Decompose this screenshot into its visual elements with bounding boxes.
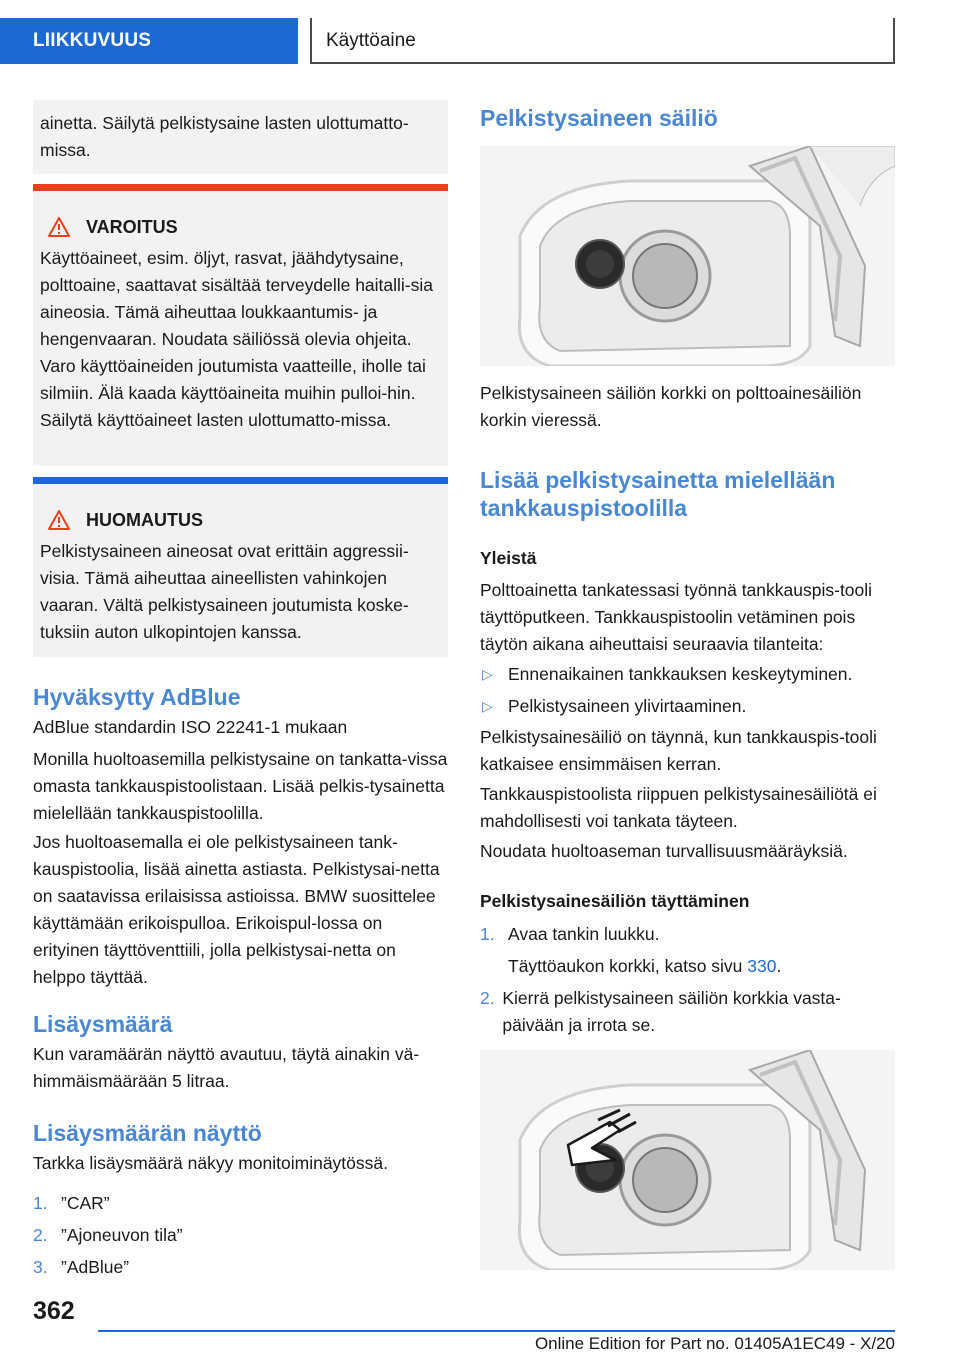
warning-triangle-icon	[48, 217, 70, 237]
step-number: 3.	[33, 1257, 48, 1277]
tank-heading: Pelkistysaineen säiliö	[480, 105, 718, 131]
list-item	[480, 921, 895, 948]
notice-title: HUOMAUTUS	[86, 509, 203, 530]
triangle-bullet-icon: ▷	[482, 666, 493, 682]
approved-p3: Jos huoltoasemalla ei ole pelkistysaineen tank‐kauspistoolia, lisää ainetta astiasta. Pelkistysai‐netta on saatavissa erilaisissa astioissa. BMW suosittelee käyttämään erikoispulloa. Erikoispul‐lossa on erityinen täyttöventtiili, jolla pelkistysai‐netta on helppo täyttää.	[33, 832, 440, 987]
edition-text: Online Edition for Part no. 01405A1EC49 - X/20	[534, 1334, 895, 1353]
list-item	[33, 1190, 448, 1217]
full-note: Pelkistysainesäiliö on täynnä, kun tankkauspis‐tooli katkaisee ensimmäisen kerran.	[480, 727, 877, 774]
warning-bar	[33, 184, 448, 191]
amount-text: Kun varamäärän näyttö avautuu, täytä ainakin vä‐himmäismäärään 5 litraa.	[33, 1044, 420, 1091]
continued-note-box	[33, 100, 448, 174]
list-item	[33, 1254, 448, 1281]
triangle-bullet-icon: ▷	[482, 698, 493, 714]
page-number: 362	[33, 1297, 75, 1325]
footer-rule	[98, 1330, 895, 1332]
cap-removal-illustration	[480, 1050, 895, 1270]
display-heading: Lisäysmäärän näyttö	[33, 1120, 262, 1146]
section-tab: LIIKKUVUUS	[0, 18, 298, 64]
safety-note: Noudata huoltoaseman turvallisuusmääräyksiä.	[480, 841, 848, 861]
amount-heading: Lisäysmäärä	[33, 1011, 173, 1037]
notice-bar	[33, 477, 448, 484]
filling-steps	[480, 921, 895, 1039]
filling-heading: Pelkistysainesäiliön täyttäminen	[480, 891, 750, 911]
step-text: ”CAR”	[61, 1193, 110, 1213]
tank-caption: Pelkistysaineen säiliön korkki on polttoainesäiliön korkin vieressä.	[480, 383, 862, 430]
continued-note-text: ainetta. Säilytä pelkistysaine lasten ulottumatto‐missa.	[40, 113, 409, 160]
bullet-text: Ennenaikainen tankkauksen keskeytyminen.	[508, 664, 853, 684]
list-item	[33, 1222, 448, 1249]
warning-text: Käyttöaineet, esim. öljyt, rasvat, jäähdytysaine, polttoaine, saattavat sisältää terveydelle haitalli‐sia aineosia. Tämä aiheuttaa loukkaantumis- ja hengenvaaran. Noudata säiliössä olevia ohjeita. Varo käyttöaineiden joutumista vaatteille, iholle tai silmiin. Älä kaada käyttöaineita muihin pulloi‐hin. Säilytä käyttöaineet lasten ulottumatto‐missa.	[40, 248, 433, 430]
step-number: 2.	[480, 988, 495, 1008]
step-number: 2.	[33, 1225, 48, 1245]
nozzle-note: Tankkauspistoolista riippuen pelkistysainesäiliötä ei mahdollisesti voi tankata täyteen.	[480, 784, 877, 831]
chapter-title: Käyttöaine	[310, 18, 895, 64]
general-heading: Yleistä	[480, 548, 537, 568]
fill-heading: Lisää pelkistysainetta mielellään tankkauspistoolilla	[480, 467, 836, 521]
display-text: Tarkka lisäysmäärä näkyy monitoiminäytössä.	[33, 1153, 388, 1173]
approved-p2: Monilla huoltoasemilla pelkistysaine on tankatta‐vissa omasta tankkauspistoolistaan. Lisää pelkis‐tysainetta mielellään tankkauspistoolilla.	[33, 749, 448, 823]
bullet-text: Pelkistysaineen ylivirtaaminen.	[508, 696, 747, 716]
step-text: Kierrä pelkistysaineen säiliön korkkia vasta‐päivään ja irrota se.	[502, 988, 841, 1035]
step-text: ”Ajoneuvon tila”	[61, 1225, 183, 1245]
approved-standard: AdBlue standardin ISO 22241-1 mukaan	[33, 717, 348, 737]
step-text: ”AdBlue”	[61, 1257, 130, 1277]
menu-steps-list	[33, 1190, 448, 1281]
notice-text: Pelkistysaineen aineosat ovat erittäin aggressii‐visia. Tämä aiheuttaa aineellisten vahinkojen vaaran. Vältä pelkistysaineen joutumista koske‐tuksiin auton ulkopintojen kanssa.	[40, 541, 409, 642]
notice-box	[33, 477, 448, 657]
warning-box	[33, 184, 448, 466]
page-link-330[interactable]: 330	[747, 956, 777, 976]
step-text: Avaa tankin luukku.	[508, 924, 660, 944]
cross-ref-text: Täyttöaukon korkki, katso sivu	[508, 956, 743, 976]
notice-triangle-icon	[48, 510, 70, 530]
list-item	[480, 693, 895, 720]
cross-ref-period: .	[776, 956, 782, 976]
warning-title: VAROITUS	[86, 216, 178, 237]
consequence-list	[480, 661, 895, 720]
step-number: 1.	[33, 1193, 48, 1213]
cap-removal-photo	[480, 1050, 895, 1270]
tank-cap-illustration	[480, 146, 895, 366]
step-subnote	[480, 953, 895, 980]
tank-photo	[480, 146, 895, 366]
list-item	[480, 661, 895, 688]
list-item	[480, 985, 895, 1039]
approved-heading: Hyväksytty AdBlue	[33, 684, 241, 710]
step-number: 1.	[480, 924, 495, 944]
general-text: Polttoainetta tankatessasi työnnä tankkauspis‐tooli täyttöputkeen. Tankkauspistoolin vetäminen pois täytön aikana aiheuttaisi seuraavia tilanteita:	[480, 580, 873, 654]
